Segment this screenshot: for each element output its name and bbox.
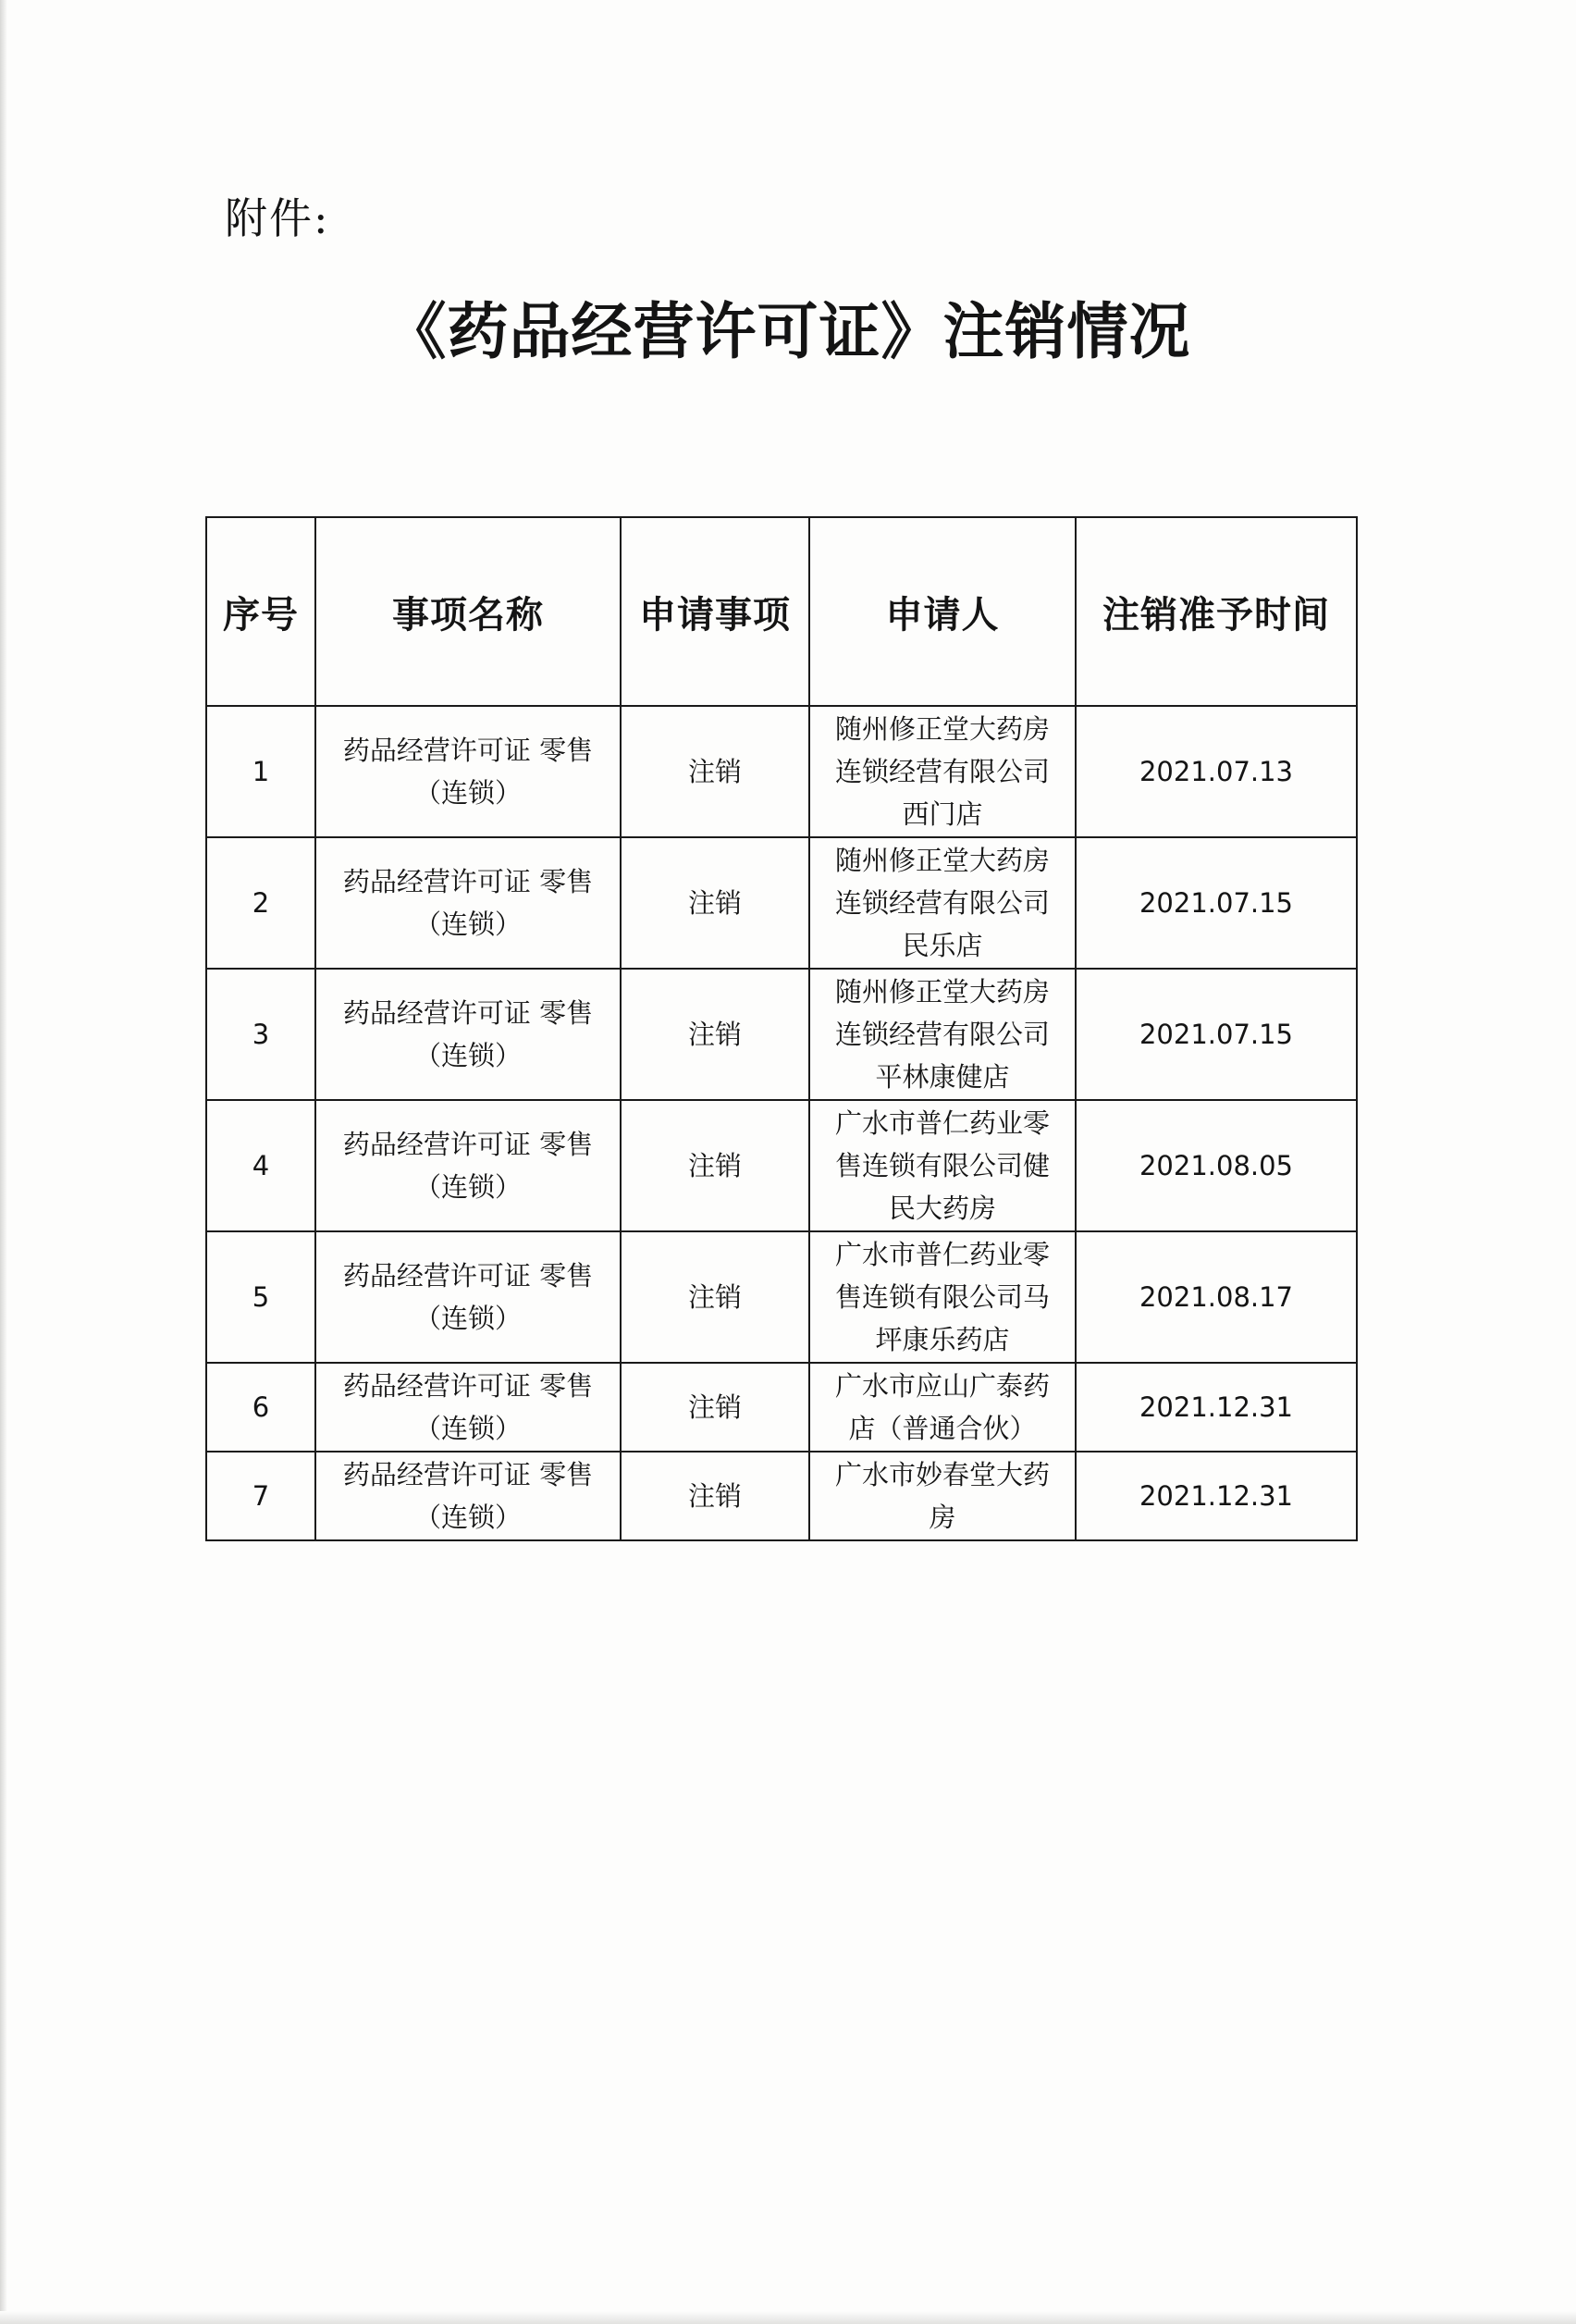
cell-seq: 3 xyxy=(206,969,315,1100)
cell-request: 注销 xyxy=(621,1231,809,1363)
applicant-line: 房 xyxy=(929,1502,956,1533)
applicant-line: 广水市普仁药业零 xyxy=(834,1239,1050,1270)
applicant-line: 民乐店 xyxy=(902,930,983,961)
cell-applicant xyxy=(809,1100,1076,1231)
applicant-line: 连锁经营有限公司 xyxy=(834,887,1050,919)
item-name-line: （连锁） xyxy=(413,777,522,809)
item-name-line: （连锁） xyxy=(413,1303,522,1334)
cell-item-name xyxy=(315,1231,621,1363)
license-cancellation-table-container xyxy=(205,516,1356,1541)
applicant-line: 售连锁有限公司健 xyxy=(834,1150,1050,1181)
cell-item-name xyxy=(315,1363,621,1452)
document-title: 《药品经营许可证》注销情况 xyxy=(385,296,1191,367)
cell-applicant xyxy=(809,706,1076,837)
cell-request: 注销 xyxy=(621,837,809,969)
cell-applicant xyxy=(809,837,1076,969)
cell-seq: 6 xyxy=(206,1363,315,1452)
item-name-line: 药品经营许可证 零售 xyxy=(342,1459,594,1490)
applicant-line: 随州修正堂大药房 xyxy=(834,976,1050,1007)
table-row xyxy=(206,1231,1357,1363)
header-approval-date: 注销准予时间 xyxy=(1076,517,1357,706)
cell-request: 注销 xyxy=(621,1452,809,1540)
table-row xyxy=(206,1452,1357,1540)
table-row xyxy=(206,706,1357,837)
item-name-line: 药品经营许可证 零售 xyxy=(342,735,594,766)
cell-request: 注销 xyxy=(621,1100,809,1231)
cell-date: 2021.12.31 xyxy=(1076,1363,1357,1452)
cell-applicant xyxy=(809,969,1076,1100)
applicant-line: 连锁经营有限公司 xyxy=(834,756,1050,787)
cell-applicant xyxy=(809,1363,1076,1452)
cell-request: 注销 xyxy=(621,969,809,1100)
item-name-line: 药品经营许可证 零售 xyxy=(342,1260,594,1292)
applicant-line: 连锁经营有限公司 xyxy=(834,1019,1050,1050)
cell-item-name xyxy=(315,837,621,969)
item-name-line: （连锁） xyxy=(413,1171,522,1203)
cell-date: 2021.07.13 xyxy=(1076,706,1357,837)
applicant-line: 民大药房 xyxy=(888,1193,996,1224)
header-item-name: 事项名称 xyxy=(315,517,621,706)
cell-item-name xyxy=(315,1452,621,1540)
cell-date: 2021.07.15 xyxy=(1076,837,1357,969)
applicant-line: 广水市普仁药业零 xyxy=(834,1107,1050,1139)
cell-item-name xyxy=(315,969,621,1100)
cell-date: 2021.08.17 xyxy=(1076,1231,1357,1363)
cell-applicant xyxy=(809,1452,1076,1540)
attachment-label: 附件: xyxy=(225,193,330,243)
cell-seq: 2 xyxy=(206,837,315,969)
applicant-line: 西门店 xyxy=(902,798,983,830)
page-bottom-shadow xyxy=(0,2311,1576,2324)
cell-seq: 7 xyxy=(206,1452,315,1540)
item-name-line: （连锁） xyxy=(413,1502,522,1533)
cell-date: 2021.07.15 xyxy=(1076,969,1357,1100)
cell-item-name xyxy=(315,1100,621,1231)
applicant-line: 店（普通合伙） xyxy=(848,1413,1037,1444)
item-name-line: （连锁） xyxy=(413,909,522,940)
item-name-line: （连锁） xyxy=(413,1413,522,1444)
item-name-line: 药品经营许可证 零售 xyxy=(342,997,594,1029)
header-applicant: 申请人 xyxy=(809,517,1076,706)
cell-request: 注销 xyxy=(621,1363,809,1452)
cell-date: 2021.08.05 xyxy=(1076,1100,1357,1231)
header-request-type: 申请事项 xyxy=(621,517,809,706)
applicant-line: 平林康健店 xyxy=(875,1061,1010,1093)
item-name-line: 药品经营许可证 零售 xyxy=(342,866,594,897)
cell-seq: 1 xyxy=(206,706,315,837)
applicant-line: 随州修正堂大药房 xyxy=(834,713,1050,745)
cell-date: 2021.12.31 xyxy=(1076,1452,1357,1540)
cell-seq: 5 xyxy=(206,1231,315,1363)
table-row xyxy=(206,837,1357,969)
header-seq: 序号 xyxy=(206,517,315,706)
table-row xyxy=(206,969,1357,1100)
table-row xyxy=(206,1363,1357,1452)
table-header-row xyxy=(206,517,1357,706)
cell-applicant xyxy=(809,1231,1076,1363)
applicant-line: 广水市应山广泰药 xyxy=(834,1370,1050,1402)
cell-request: 注销 xyxy=(621,706,809,837)
item-name-line: 药品经营许可证 零售 xyxy=(342,1370,594,1402)
cell-item-name xyxy=(315,706,621,837)
applicant-line: 广水市妙春堂大药 xyxy=(834,1459,1050,1490)
item-name-line: （连锁） xyxy=(413,1040,522,1071)
applicant-line: 售连锁有限公司马 xyxy=(834,1281,1050,1313)
item-name-line: 药品经营许可证 零售 xyxy=(342,1129,594,1160)
cell-seq: 4 xyxy=(206,1100,315,1231)
table-row xyxy=(206,1100,1357,1231)
applicant-line: 坪康乐药店 xyxy=(875,1324,1010,1355)
applicant-line: 随州修正堂大药房 xyxy=(834,845,1050,876)
license-cancellation-table xyxy=(205,516,1358,1541)
